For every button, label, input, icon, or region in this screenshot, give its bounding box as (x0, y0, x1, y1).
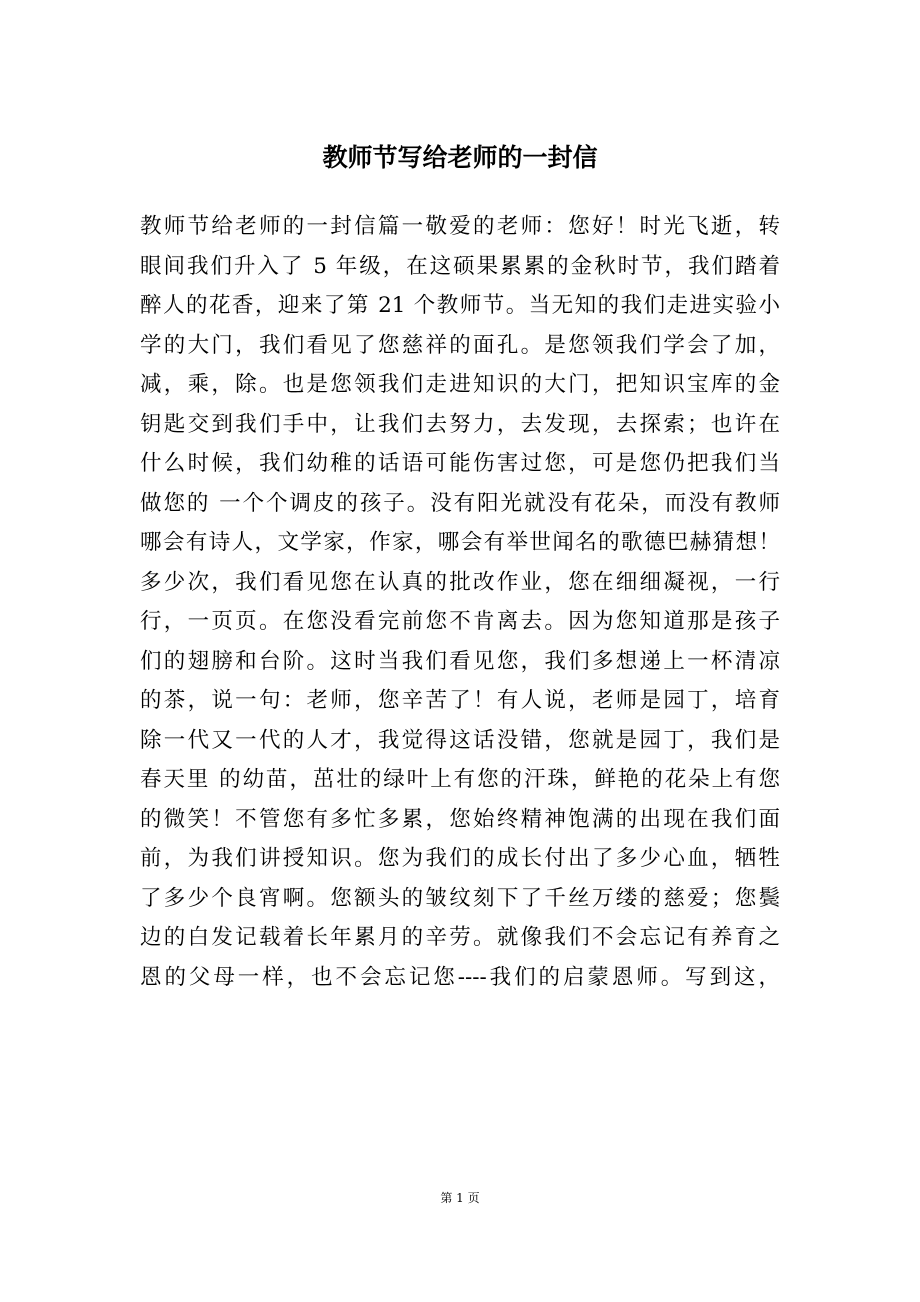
document-body (140, 207, 780, 997)
body-line: 春天里 的幼苗，茁壮的绿叶上有您的汗珠，鲜艳的花朵上有您 (140, 767, 780, 792)
body-line: 什么时候，我们幼稚的话语可能伤害过您，可是您仍把我们当 (140, 451, 780, 476)
body-line: 们的翅膀和台阶。这时当我们看见您，我们多想递上一杯清凉 (140, 648, 780, 674)
body-line: 边的白发记载着长年累月的辛劳。就像我们不会忘记有养育之 (140, 925, 780, 950)
body-line: 减，乘，除。也是您领我们走进知识的大门，把知识宝库的金 (140, 372, 780, 397)
body-line: 学的大门，我们看见了您慈祥的面孔。是您领我们学会了加， (140, 332, 780, 358)
body-line: 的微笑！不管您有多忙多累，您始终精神饱满的出现在我们面 (140, 806, 780, 832)
body-line: 哪会有诗人，文学家，作家，哪会有举世闻名的歌德巴赫猜想！ (140, 530, 780, 555)
body-line: 眼间我们升入了 5 年级，在这硕果累累的金秋时节，我们踏着 (140, 253, 780, 279)
body-line: 前，为我们讲授知识。您为我们的成长付出了多少心血，牺牲 (140, 846, 780, 871)
body-line: 行，一页页。在您没看完前您不肯离去。因为您知道那是孩子 (140, 609, 780, 634)
body-line: 醉人的花香，迎来了第 21 个教师节。当无知的我们走进实验小 (140, 293, 780, 318)
body-line: 了多少个良宵啊。您额头的皱纹刻下了千丝万缕的慈爱；您鬓 (140, 885, 780, 911)
body-line: 多少次，我们看见您在认真的批改作业，您在细细凝视，一行 (140, 569, 780, 595)
body-line: 钥匙交到我们手中，让我们去努力，去发现，去探索；也许在 (140, 411, 780, 437)
body-line: 做您的 一个个调皮的孩子。没有阳光就没有花朵，而没有教师 (140, 490, 780, 516)
body-line: 除一代又一代的人才，我觉得这话没错，您就是园丁，我们是 (140, 727, 780, 753)
body-line: 恩的父母一样，也不会忘记您----我们的启蒙恩师。写到这， (140, 964, 780, 990)
document-title: 教师节写给老师的一封信 (322, 143, 598, 172)
page-number: 第 1 页 (440, 1191, 480, 1205)
body-line: 教师节给老师的一封信篇一敬爱的老师：您好！时光飞逝，转 (140, 214, 780, 239)
body-line: 的茶，说一句：老师，您辛苦了！有人说，老师是园丁，培育 (140, 688, 780, 713)
